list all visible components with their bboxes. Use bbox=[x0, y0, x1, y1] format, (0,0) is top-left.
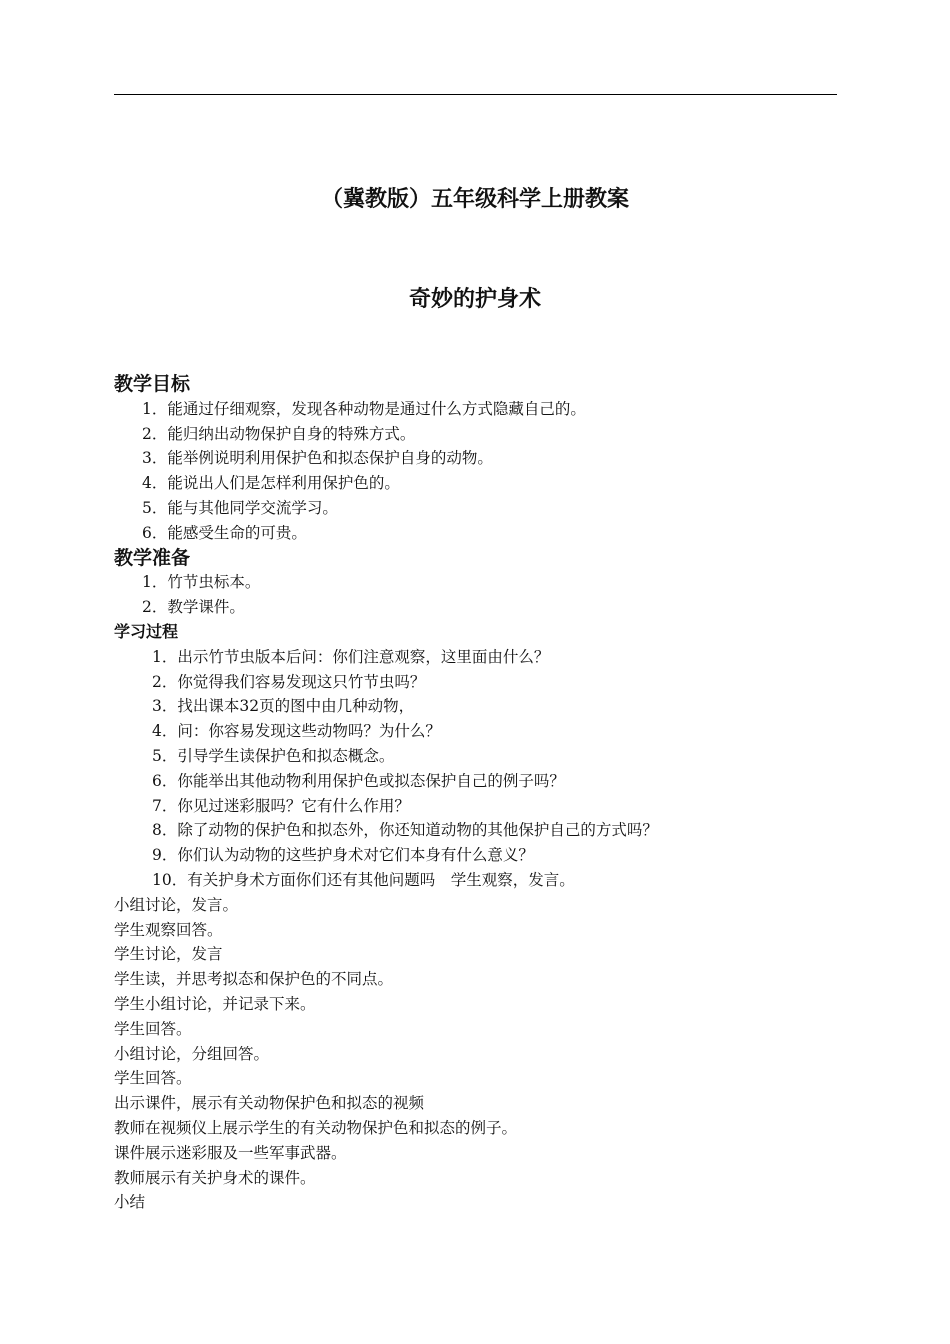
lesson-title: 奇妙的护身术 bbox=[408, 287, 541, 312]
goal-item: 3．能举例说明利用保护色和拟态保护自身的动物。 bbox=[142, 449, 493, 468]
process-item: 6．你能举出其他动物利用保护色或拟态保护自己的例子吗？ bbox=[152, 771, 565, 790]
document-body bbox=[114, 372, 850, 1215]
process-item: 8．除了动物的保护色和拟态外，你还知道动物的其他保护自己的方式吗？ bbox=[152, 821, 658, 840]
note-line: 学生回答。 bbox=[114, 1019, 192, 1038]
note-line: 课件展示迷彩服及一些军事武器。 bbox=[114, 1143, 347, 1162]
note-line: 学生回答。 bbox=[114, 1069, 192, 1088]
prep-item: 2．教学课件。 bbox=[142, 598, 245, 617]
note-line: 出示课件，展示有关动物保护色和拟态的视频 bbox=[114, 1094, 425, 1113]
note-line: 学生讨论，发言 bbox=[114, 945, 223, 964]
note-line: 学生小组讨论，并记录下来。 bbox=[114, 994, 316, 1013]
goal-item: 4．能说出人们是怎样利用保护色的。 bbox=[142, 474, 400, 493]
goal-item: 6．能感受生命的可贵。 bbox=[142, 523, 307, 542]
section-heading-goals: 教学目标 bbox=[114, 373, 191, 395]
note-line: 学生读，并思考拟态和保护色的不同点。 bbox=[114, 970, 394, 989]
process-item: 4．问：你容易发现这些动物吗？为什么？ bbox=[152, 722, 441, 741]
note-line: 小组讨论，分组回答。 bbox=[114, 1044, 270, 1063]
goal-item: 2．能归纳出动物保护自身的特殊方式。 bbox=[142, 424, 416, 443]
process-item: 5．引导学生读保护色和拟态概念。 bbox=[152, 746, 395, 765]
document-title: （冀教版）五年级科学上册教案 bbox=[320, 187, 629, 212]
process-item: 7．你见过迷彩服吗？它有什么作用？ bbox=[152, 796, 410, 815]
process-item: 2．你觉得我们容易发现这只竹节虫吗？ bbox=[152, 672, 426, 691]
note-line: 小结 bbox=[114, 1193, 146, 1212]
goal-item: 5．能与其他同学交流学习。 bbox=[142, 498, 338, 517]
process-item: 10．有关护身术方面你们还有其他问题吗 学生观察，发言。 bbox=[152, 870, 575, 889]
process-item: 9．你们认为动物的这些护身术对它们本身有什么意义？ bbox=[152, 846, 534, 865]
note-line: 教师在视频仪上展示学生的有关动物保护色和拟态的例子。 bbox=[114, 1118, 518, 1137]
process-item: 3．找出课本32页的图中由几种动物， bbox=[152, 697, 415, 716]
goal-item: 1．能通过仔细观察，发现各种动物是通过什么方式隐藏自己的。 bbox=[142, 399, 586, 418]
note-line: 小组讨论，发言。 bbox=[114, 895, 239, 914]
note-line: 学生观察回答。 bbox=[114, 920, 223, 939]
process-item: 1．出示竹节虫版本后问：你们注意观察，这里面由什么？ bbox=[152, 647, 550, 666]
prep-item: 1．竹节虫标本。 bbox=[142, 573, 261, 592]
section-heading-process: 学习过程 bbox=[114, 621, 179, 641]
header-rule bbox=[114, 94, 837, 95]
section-heading-prep: 教学准备 bbox=[114, 546, 191, 569]
note-line: 教师展示有关护身术的课件。 bbox=[114, 1168, 316, 1187]
